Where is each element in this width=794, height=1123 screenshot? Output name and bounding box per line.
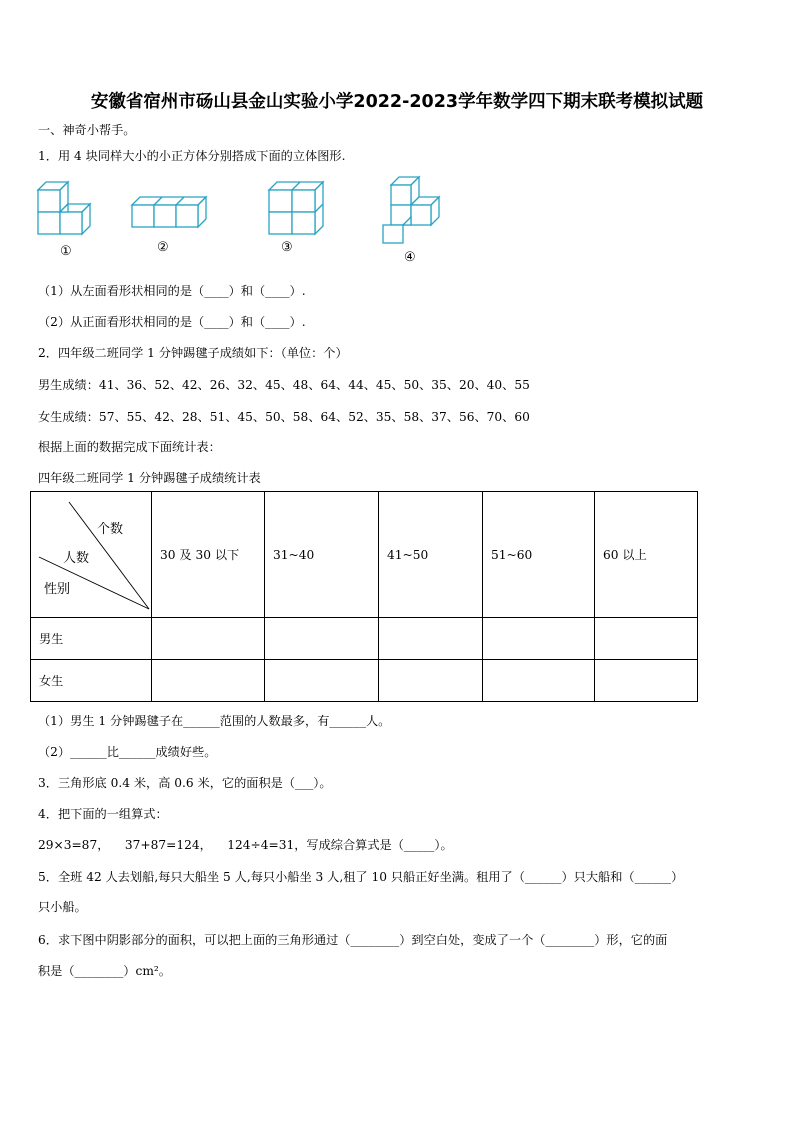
table-cell[interactable] <box>265 618 379 660</box>
diag-label-count: 个数 <box>97 522 124 537</box>
column-header: 51~60 <box>483 492 595 618</box>
question-2-sub-2: （2）______比______成绩好些。 <box>38 745 217 759</box>
question-2-stem: 2．四年级二班同学 1 分钟踢毽子成绩如下：（单位：个） <box>38 346 348 360</box>
boys-scores: 男生成绩：41、36、52、42、26、32、45、48、64、44、45、50、35、20、40、55 <box>38 378 530 392</box>
diag-label-gender: 性别 <box>44 582 71 597</box>
column-header: 30 及 30 以下 <box>152 492 265 618</box>
table-cell[interactable] <box>595 618 698 660</box>
table-title: 四年级二班同学 1 分钟踢毽子成绩统计表 <box>38 471 261 485</box>
cube-figures <box>0 175 794 265</box>
row-label-girls: 女生 <box>31 660 152 702</box>
column-header: 60 以上 <box>595 492 698 618</box>
table-instruction: 根据上面的数据完成下面统计表： <box>38 440 221 454</box>
cube-figure-1 <box>38 182 90 234</box>
table-cell[interactable] <box>379 660 483 702</box>
table-header-row <box>31 492 698 618</box>
table-row <box>31 618 698 660</box>
figure-label-3: ③ <box>281 240 293 255</box>
cube-figure-2 <box>132 197 206 227</box>
question-4-stem: 4．把下面的一组算式： <box>38 807 168 821</box>
table-cell[interactable] <box>595 660 698 702</box>
figure-label-1: ① <box>60 244 72 259</box>
column-header: 31~40 <box>265 492 379 618</box>
girls-scores: 女生成绩：57、55、42、28、51、45、50、58、64、52、35、58、37、56、70、60 <box>38 410 530 424</box>
cube-figure-3 <box>269 182 323 234</box>
cube-figure-4 <box>383 177 439 243</box>
diagonal-lines <box>31 492 151 618</box>
question-3: 3．三角形底 0.4 米，高 0.6 米，它的面积是（___）。 <box>38 776 332 790</box>
question-6-line-1: 6．求下图中阴影部分的面积，可以把上面的三角形通过（________）到空白处，变成了一个（________）形，它的面 <box>38 933 668 947</box>
question-5-line-1: 5．全班 42 人去划船,每只大船坐 5 人,每只小船坐 3 人,租了 10 只船正好坐满。租用了（______）只大船和（______） <box>38 870 684 884</box>
stat-table <box>30 491 698 702</box>
diagonal-header-cell <box>31 492 152 618</box>
figure-label-4: ④ <box>404 250 416 265</box>
table-cell[interactable] <box>483 660 595 702</box>
row-label-boys: 男生 <box>31 618 152 660</box>
question-2-sub-1: （1）男生 1 分钟踢毽子在______范围的人数最多，有______人。 <box>38 714 391 728</box>
question-4-formula: 29×3=87， 37+87=124， 124÷4=31，写成综合算式是（_____）。 <box>38 838 453 852</box>
page-title: 安徽省宿州市砀山县金山实验小学2022-2023学年数学四下期末联考模拟试题 <box>90 92 704 112</box>
table-row <box>31 660 698 702</box>
question-1-sub-2: （2）从正面看形状相同的是（____）和（____）. <box>38 315 306 329</box>
table-cell[interactable] <box>265 660 379 702</box>
question-1-stem: 1．用 4 块同样大小的小正方体分别搭成下面的立体图形. <box>38 149 346 163</box>
section-heading: 一、神奇小帮手。 <box>38 123 136 137</box>
question-6-line-2: 积是（________）cm²。 <box>38 964 171 978</box>
diag-label-people: 人数 <box>63 551 90 566</box>
figure-label-2: ② <box>157 240 169 255</box>
table-cell[interactable] <box>379 618 483 660</box>
table-cell[interactable] <box>152 618 265 660</box>
table-cell[interactable] <box>152 660 265 702</box>
question-1-sub-1: （1）从左面看形状相同的是（____）和（____）. <box>38 284 306 298</box>
question-5-line-2: 只小船。 <box>38 900 87 914</box>
table-cell[interactable] <box>483 618 595 660</box>
column-header: 41~50 <box>379 492 483 618</box>
